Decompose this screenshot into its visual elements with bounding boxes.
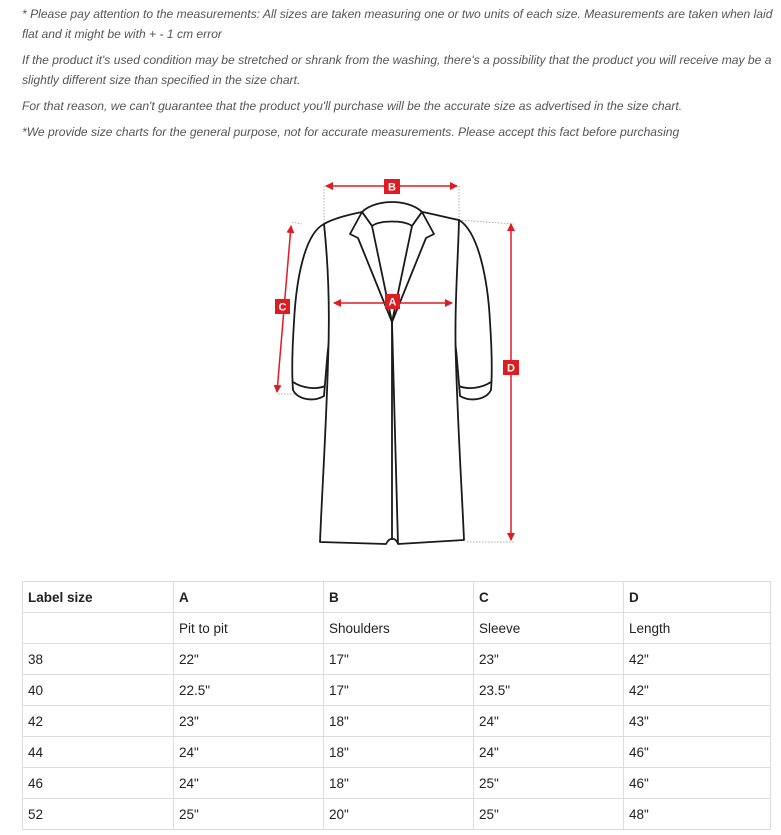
table-cell: 22.5": [174, 675, 324, 706]
table-cell: 46": [624, 768, 771, 799]
table-cell: 44: [23, 737, 174, 768]
table-cell: 25": [174, 799, 324, 830]
table-cell: 38: [23, 644, 174, 675]
label-a: A: [388, 296, 397, 309]
table-cell: 24": [474, 706, 624, 737]
table-cell: 46": [624, 737, 771, 768]
table-cell: 24": [174, 768, 324, 799]
header-c: C: [474, 582, 624, 613]
table-subheader-row: [23, 613, 771, 644]
table-cell: 18": [324, 768, 474, 799]
table-cell: 42: [23, 706, 174, 737]
label-c: C: [278, 301, 287, 314]
coat-diagram-svg: [262, 172, 532, 550]
table-cell: 25": [474, 768, 624, 799]
table-cell: 24": [174, 737, 324, 768]
size-chart-table: [22, 581, 771, 830]
table-row: [23, 768, 771, 799]
measurement-notes: [22, 4, 774, 142]
note-general-purpose: *We provide size charts for the general purpose, not for accurate measurements. Please accept this fact before purchasing: [22, 125, 680, 139]
table-row: [23, 706, 771, 737]
note-measurement: * Please pay attention to the measurements: All sizes are taken measuring one or two units of each size. Measurements are taken when laid flat and it might be with + - 1 cm error: [22, 7, 773, 41]
table-cell: 46: [23, 768, 174, 799]
table-cell: 22": [174, 644, 324, 675]
collar: [362, 202, 422, 226]
badge-a: [385, 294, 400, 309]
table-cell: 43": [624, 706, 771, 737]
table-cell: 23.5": [474, 675, 624, 706]
note-no-guarantee: For that reason, we can't guarantee that the product you'll purchase will be the accurate size as advertised in the size chart.: [22, 99, 683, 113]
label-d: D: [507, 362, 515, 375]
subheader-pit-to-pit: Pit to pit: [174, 613, 324, 644]
table-cell: 48": [624, 799, 771, 830]
header-label-size: Label size: [23, 582, 174, 613]
subheader-shoulders: Shoulders: [324, 613, 474, 644]
subheader-sleeve: Sleeve: [474, 613, 624, 644]
note-used-condition: If the product it's used condition may be stretched or shrank from the washing, there's a possibility that the product you will receive may be a slightly different size than specified in the size chart.: [22, 53, 772, 87]
header-d: D: [624, 582, 771, 613]
table-cell: 20": [324, 799, 474, 830]
coat-measurement-diagram: [262, 172, 532, 550]
subheader-cell: [23, 613, 174, 644]
header-b: B: [324, 582, 474, 613]
badge-b: [384, 179, 400, 194]
table-header-row: [23, 582, 771, 613]
table-row: [23, 675, 771, 706]
badge-d: [503, 360, 519, 375]
table-cell: 42": [624, 675, 771, 706]
label-b: B: [388, 181, 396, 194]
table-row: [23, 799, 771, 830]
table-row: [23, 737, 771, 768]
table-cell: 17": [324, 675, 474, 706]
header-a: A: [174, 582, 324, 613]
table-row: [23, 644, 771, 675]
badge-c: [275, 299, 290, 314]
table-cell: 17": [324, 644, 474, 675]
subheader-length: Length: [624, 613, 771, 644]
table-cell: 23": [474, 644, 624, 675]
table-cell: 18": [324, 737, 474, 768]
table-cell: 24": [474, 737, 624, 768]
table-cell: 42": [624, 644, 771, 675]
table-cell: 23": [174, 706, 324, 737]
coat-outline: [292, 202, 491, 544]
table-cell: 25": [474, 799, 624, 830]
table-cell: 40: [23, 675, 174, 706]
table-cell: 52: [23, 799, 174, 830]
table-cell: 18": [324, 706, 474, 737]
